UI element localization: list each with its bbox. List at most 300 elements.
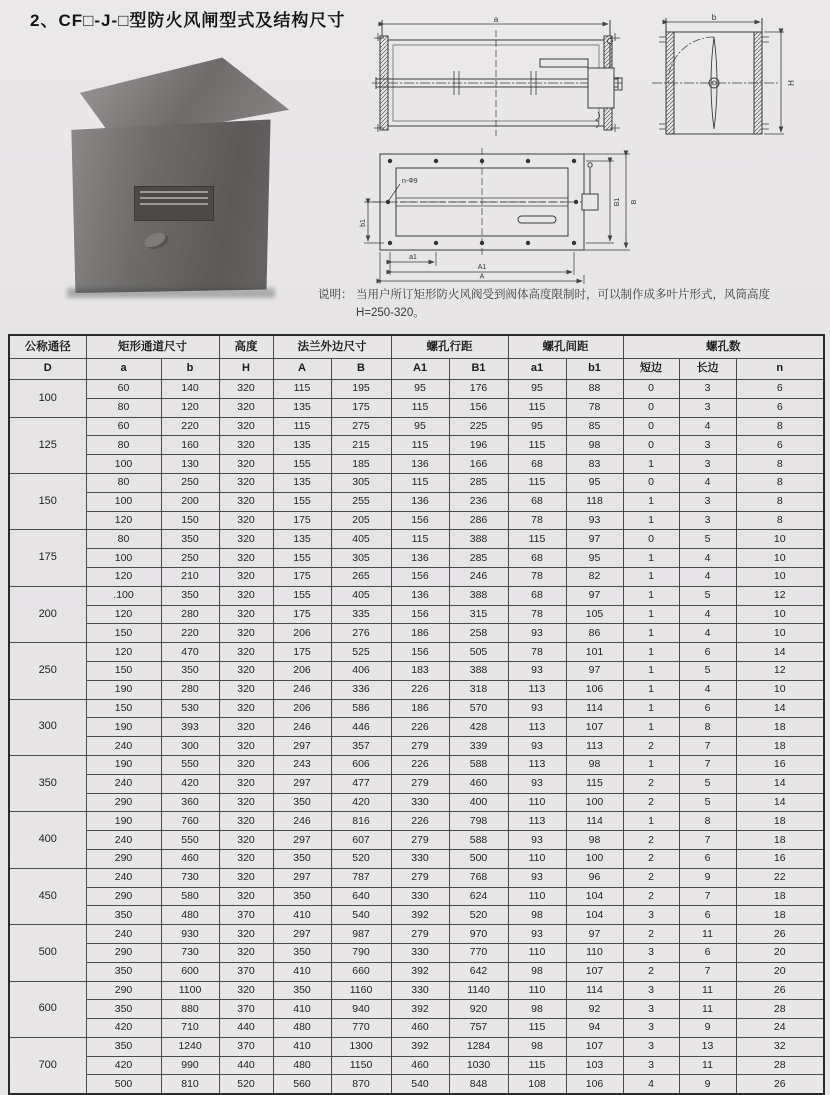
header-sub-7: B1 <box>449 359 508 380</box>
cell: 107 <box>566 1037 623 1056</box>
cell: 106 <box>566 1075 623 1094</box>
cell: 10 <box>736 624 824 643</box>
header-sub-5: B <box>331 359 391 380</box>
header-sub-4: A <box>273 359 331 380</box>
cell: 96 <box>566 868 623 887</box>
cell: 32 <box>736 1037 824 1056</box>
cell: 1240 <box>161 1037 219 1056</box>
cell: 78 <box>508 567 566 586</box>
cell: 770 <box>331 1019 391 1038</box>
header-sub-9: b1 <box>566 359 623 380</box>
dim-label-h: H <box>787 80 796 86</box>
cell: 290 <box>86 793 161 812</box>
cell: 88 <box>566 380 623 399</box>
cell: 120 <box>86 643 161 662</box>
cell: 624 <box>449 887 508 906</box>
cell: 787 <box>331 868 391 887</box>
cell: 215 <box>331 436 391 455</box>
cell: 280 <box>161 680 219 699</box>
cell: 392 <box>391 1000 449 1019</box>
cell: 357 <box>331 737 391 756</box>
cell: 115 <box>391 473 449 492</box>
cell: 11 <box>679 981 736 1000</box>
cell: 26 <box>736 1075 824 1094</box>
cell: 297 <box>273 774 331 793</box>
cell: 95 <box>391 380 449 399</box>
cell: 100 <box>86 455 161 474</box>
table-row <box>9 492 824 511</box>
cell: 0 <box>623 436 679 455</box>
cell: 255 <box>331 492 391 511</box>
cell: 236 <box>449 492 508 511</box>
cell: 279 <box>391 868 449 887</box>
cell: 3 <box>623 1019 679 1038</box>
cell: 186 <box>391 624 449 643</box>
cell: 320 <box>219 492 273 511</box>
cell: 240 <box>86 925 161 944</box>
cell: 135 <box>273 473 331 492</box>
cell: 9 <box>679 1075 736 1094</box>
cell: 115 <box>273 417 331 436</box>
cell: 410 <box>273 1037 331 1056</box>
dim-label-b1: b1 <box>360 219 367 227</box>
cell: 220 <box>161 624 219 643</box>
dim-label-B1: B1 <box>614 197 621 207</box>
cell: 305 <box>331 473 391 492</box>
hole-count-label: n-Φ9 <box>402 178 418 185</box>
cell: 115 <box>391 436 449 455</box>
cell: 320 <box>219 849 273 868</box>
cell: 350 <box>161 530 219 549</box>
cell: 14 <box>736 774 824 793</box>
cell: 315 <box>449 605 508 624</box>
table-row <box>9 793 824 812</box>
cell: 320 <box>219 699 273 718</box>
table-row <box>9 567 824 586</box>
cell: 480 <box>273 1056 331 1075</box>
cell: 420 <box>331 793 391 812</box>
table-row <box>9 774 824 793</box>
table-row <box>9 981 824 1000</box>
cell: 279 <box>391 925 449 944</box>
cell: 155 <box>273 492 331 511</box>
cell: 1140 <box>449 981 508 1000</box>
cell: 330 <box>391 849 449 868</box>
dimensions-table-wrap <box>8 334 825 1095</box>
cell: 190 <box>86 812 161 831</box>
cell: 607 <box>331 831 391 850</box>
cell: 14 <box>736 643 824 662</box>
cell: 95 <box>391 417 449 436</box>
cell: 0 <box>623 380 679 399</box>
cell: 108 <box>508 1075 566 1094</box>
table-row <box>9 605 824 624</box>
cell: 186 <box>391 699 449 718</box>
cell: 297 <box>273 831 331 850</box>
cell: 8 <box>679 718 736 737</box>
cell: 460 <box>161 849 219 868</box>
cell: 350 <box>273 943 331 962</box>
cell: 175 <box>331 398 391 417</box>
cell: 240 <box>86 831 161 850</box>
cell: 136 <box>391 492 449 511</box>
cell: 350 <box>161 661 219 680</box>
table-row <box>9 925 824 944</box>
cell: 520 <box>331 849 391 868</box>
cell: 2 <box>623 737 679 756</box>
cell: 5 <box>679 661 736 680</box>
cell: 1160 <box>331 981 391 1000</box>
cell: 1 <box>623 699 679 718</box>
cell: 3 <box>679 511 736 530</box>
cell: 320 <box>219 943 273 962</box>
cell: 320 <box>219 586 273 605</box>
cell: 279 <box>391 737 449 756</box>
cell: 98 <box>566 755 623 774</box>
cell: 0 <box>623 473 679 492</box>
cell: 210 <box>161 567 219 586</box>
header-sub-10: 短边 <box>623 359 679 380</box>
cell: 120 <box>86 567 161 586</box>
cell: 220 <box>161 417 219 436</box>
cell: 225 <box>449 417 508 436</box>
cell: 113 <box>508 812 566 831</box>
cell: 78 <box>508 605 566 624</box>
cell: 115 <box>508 530 566 549</box>
cell: 6 <box>679 906 736 925</box>
header-sub-0: D <box>9 359 86 380</box>
cell: 113 <box>566 737 623 756</box>
cell: 286 <box>449 511 508 530</box>
cell: 7 <box>679 737 736 756</box>
cell: 150 <box>86 661 161 680</box>
cell: 320 <box>219 473 273 492</box>
table-row <box>9 718 824 737</box>
cell: 2 <box>623 831 679 850</box>
dim-label-A1: A1 <box>477 264 487 271</box>
cell: 226 <box>391 812 449 831</box>
cell: 2 <box>623 925 679 944</box>
cell: 106 <box>566 680 623 699</box>
header-sub-6: A1 <box>391 359 449 380</box>
cell: 1300 <box>331 1037 391 1056</box>
cell: 3 <box>679 380 736 399</box>
cell: 336 <box>331 680 391 699</box>
header-sub-12: n <box>736 359 824 380</box>
cell: 6 <box>679 943 736 962</box>
cell: 7 <box>679 831 736 850</box>
cell: 120 <box>161 398 219 417</box>
cell: 136 <box>391 586 449 605</box>
cell: 525 <box>331 643 391 662</box>
cell: 176 <box>449 380 508 399</box>
cell: 2 <box>623 962 679 981</box>
cell: 460 <box>391 1019 449 1038</box>
cell: 14 <box>736 699 824 718</box>
cell: 8 <box>679 812 736 831</box>
cell: 135 <box>273 530 331 549</box>
cell: 114 <box>566 812 623 831</box>
cell: 320 <box>219 380 273 399</box>
cell: 3 <box>623 906 679 925</box>
cell: 0 <box>623 398 679 417</box>
cell: 350 <box>86 1037 161 1056</box>
cell: 12 <box>736 661 824 680</box>
cell: 540 <box>391 1075 449 1094</box>
table-row <box>9 943 824 962</box>
cell: 98 <box>566 831 623 850</box>
cell: 10 <box>736 680 824 699</box>
cell: 100 <box>86 492 161 511</box>
cell: 156 <box>391 605 449 624</box>
cell: 0 <box>623 417 679 436</box>
cell: 226 <box>391 680 449 699</box>
cell: 280 <box>161 605 219 624</box>
cell: 150 <box>86 624 161 643</box>
cell: 68 <box>508 549 566 568</box>
cell: 285 <box>449 473 508 492</box>
cell: 320 <box>219 643 273 662</box>
cell: 370 <box>219 962 273 981</box>
cell: 320 <box>219 793 273 812</box>
cell: 848 <box>449 1075 508 1094</box>
cell: 140 <box>161 380 219 399</box>
cell: 757 <box>449 1019 508 1038</box>
cell: 107 <box>566 718 623 737</box>
table-row <box>9 643 824 662</box>
cell: 4 <box>679 417 736 436</box>
cell: 93 <box>508 831 566 850</box>
cell: 1 <box>623 680 679 699</box>
cell: 290 <box>86 981 161 1000</box>
cell: 12 <box>736 586 824 605</box>
cell: 290 <box>86 943 161 962</box>
cell: 10 <box>736 605 824 624</box>
cell: 246 <box>273 680 331 699</box>
cell: 93 <box>508 699 566 718</box>
page-title: 2、CF□-J-□型防火风闸型式及结构尺寸 <box>30 11 346 30</box>
cell: 92 <box>566 1000 623 1019</box>
cell: 1 <box>623 455 679 474</box>
cell: 3 <box>679 492 736 511</box>
cell: 100 <box>86 549 161 568</box>
cell: 428 <box>449 718 508 737</box>
cell: 8 <box>736 417 824 436</box>
cell: 320 <box>219 831 273 850</box>
table-row <box>9 624 824 643</box>
cell: 770 <box>449 943 508 962</box>
cell: 920 <box>449 1000 508 1019</box>
cell-d: 125 <box>9 417 86 473</box>
cell: 330 <box>391 943 449 962</box>
cell: 586 <box>331 699 391 718</box>
table-row <box>9 906 824 925</box>
cell: 710 <box>161 1019 219 1038</box>
cell: 18 <box>736 887 824 906</box>
cell: 115 <box>391 398 449 417</box>
cell: 97 <box>566 925 623 944</box>
cell: 166 <box>449 455 508 474</box>
cell-d: 450 <box>9 868 86 924</box>
cell-d: 700 <box>9 1037 86 1094</box>
cell: 13 <box>679 1037 736 1056</box>
cell: 28 <box>736 1000 824 1019</box>
cell: 320 <box>219 981 273 1000</box>
end-view-drawing <box>634 12 799 142</box>
cell: 290 <box>86 849 161 868</box>
cell: 350 <box>86 1000 161 1019</box>
header-sub-3: H <box>219 359 273 380</box>
cell: 243 <box>273 755 331 774</box>
cell: 93 <box>508 737 566 756</box>
cell-d: 200 <box>9 586 86 642</box>
table-row <box>9 380 824 399</box>
cell: 98 <box>508 962 566 981</box>
cell: 297 <box>273 868 331 887</box>
cell: 3 <box>679 436 736 455</box>
cell: 6 <box>679 849 736 868</box>
cell: 2 <box>623 774 679 793</box>
cell: 115 <box>566 774 623 793</box>
cell-d: 600 <box>9 981 86 1037</box>
cell: 6 <box>736 398 824 417</box>
cell: 110 <box>508 981 566 1000</box>
cell: 190 <box>86 755 161 774</box>
cell: 570 <box>449 699 508 718</box>
cell: 320 <box>219 530 273 549</box>
cell: 320 <box>219 774 273 793</box>
cell: 97 <box>566 661 623 680</box>
cell: 150 <box>161 511 219 530</box>
cell: 8 <box>736 511 824 530</box>
cell: 370 <box>219 906 273 925</box>
table-row <box>9 868 824 887</box>
header-sub-1: a <box>86 359 161 380</box>
cell: 580 <box>161 887 219 906</box>
cell: 93 <box>508 925 566 944</box>
cell: 330 <box>391 793 449 812</box>
cell: 110 <box>566 943 623 962</box>
cell: 97 <box>566 530 623 549</box>
cell: 388 <box>449 661 508 680</box>
cell: 156 <box>391 567 449 586</box>
cell: 190 <box>86 680 161 699</box>
cell: 320 <box>219 624 273 643</box>
table-row <box>9 699 824 718</box>
cell: 205 <box>331 511 391 530</box>
cell: 970 <box>449 925 508 944</box>
cell: 80 <box>86 398 161 417</box>
cell: 320 <box>219 455 273 474</box>
cell: 240 <box>86 774 161 793</box>
cell-d: 500 <box>9 925 86 981</box>
cell: 3 <box>623 1000 679 1019</box>
cell: 206 <box>273 624 331 643</box>
cell: 104 <box>566 887 623 906</box>
cell: 7 <box>679 755 736 774</box>
cell: 392 <box>391 1037 449 1056</box>
cell-d: 150 <box>9 473 86 529</box>
cell: 880 <box>161 1000 219 1019</box>
cell: 350 <box>86 962 161 981</box>
cell: 940 <box>331 1000 391 1019</box>
cell: 360 <box>161 793 219 812</box>
cell: 279 <box>391 831 449 850</box>
cell: 105 <box>566 605 623 624</box>
cell: 410 <box>273 962 331 981</box>
cell: 1 <box>623 624 679 643</box>
cell: 95 <box>508 380 566 399</box>
cell: 115 <box>391 530 449 549</box>
cell: 113 <box>508 755 566 774</box>
cell: 3 <box>679 455 736 474</box>
cell: 760 <box>161 812 219 831</box>
cell: 4 <box>679 567 736 586</box>
table-row <box>9 737 824 756</box>
cell: 4 <box>679 624 736 643</box>
cell: 78 <box>508 643 566 662</box>
cell: 500 <box>86 1075 161 1094</box>
cell: 987 <box>331 925 391 944</box>
cell: 350 <box>273 887 331 906</box>
cell: 798 <box>449 812 508 831</box>
table-row <box>9 455 824 474</box>
cell: 175 <box>273 567 331 586</box>
cell: 155 <box>273 455 331 474</box>
cell: 420 <box>161 774 219 793</box>
cell: 0 <box>623 530 679 549</box>
cell: 350 <box>273 981 331 1000</box>
cell: 420 <box>86 1019 161 1038</box>
cell: 110 <box>508 943 566 962</box>
cell: 20 <box>736 962 824 981</box>
cell: 505 <box>449 643 508 662</box>
cell: 320 <box>219 887 273 906</box>
cell: 85 <box>566 417 623 436</box>
cell: 10 <box>736 549 824 568</box>
cell: 24 <box>736 1019 824 1038</box>
side-view-drawing <box>366 14 628 142</box>
cell: 420 <box>86 1056 161 1075</box>
cell: 80 <box>86 530 161 549</box>
cell: 118 <box>566 492 623 511</box>
cell: 120 <box>86 605 161 624</box>
cell: 135 <box>273 436 331 455</box>
cell: 320 <box>219 812 273 831</box>
cell: 93 <box>508 774 566 793</box>
cell: 730 <box>161 868 219 887</box>
cell: 320 <box>219 718 273 737</box>
cell: 1 <box>623 567 679 586</box>
dim-label-B: B <box>631 199 638 205</box>
table-row <box>9 680 824 699</box>
cell: 98 <box>508 1000 566 1019</box>
table-row <box>9 1000 824 1019</box>
cell: 1 <box>623 812 679 831</box>
cell: 285 <box>449 549 508 568</box>
cell: 768 <box>449 868 508 887</box>
table-row <box>9 849 824 868</box>
cell: 588 <box>449 831 508 850</box>
cell: 114 <box>566 981 623 1000</box>
cell: 8 <box>736 455 824 474</box>
cell: 6 <box>679 699 736 718</box>
cell: 3 <box>679 398 736 417</box>
cell: 600 <box>161 962 219 981</box>
cell: 392 <box>391 906 449 925</box>
table-row <box>9 962 824 981</box>
cell: 370 <box>219 1000 273 1019</box>
